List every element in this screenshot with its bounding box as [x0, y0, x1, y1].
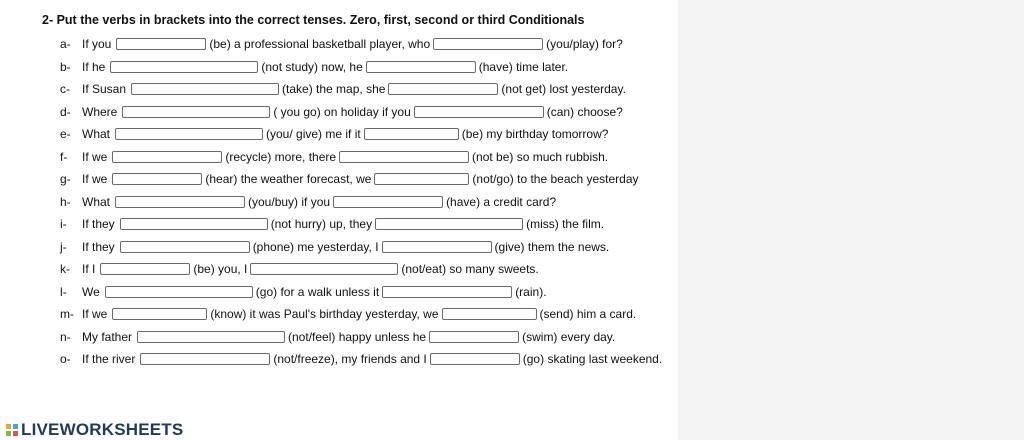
answer-input[interactable] [131, 83, 279, 95]
row-text: (not/freeze), my friends and I [273, 352, 427, 367]
row-lead: If they [82, 239, 115, 254]
row-lead: If we [82, 307, 108, 322]
exercise-row [60, 348, 662, 371]
row-text: (you/play) for? [546, 37, 623, 52]
row-text: (you/ give) me if it [266, 127, 361, 142]
row-text: (go) skating last weekend. [522, 352, 663, 367]
exercise-row [60, 258, 662, 281]
row-text: (not be) so much rubbish. [472, 149, 609, 164]
answer-input[interactable] [115, 128, 263, 140]
row-lead: If they [82, 217, 115, 232]
exercise-row [60, 123, 662, 146]
row-text: (send) him a card. [539, 307, 637, 322]
row-text: (take) the map, she [282, 82, 386, 97]
answer-input[interactable] [375, 218, 523, 230]
row-letter: f- [60, 149, 68, 164]
row-text: (rain). [515, 284, 547, 299]
row-letter: l- [60, 284, 67, 299]
answer-input[interactable] [112, 151, 222, 163]
answer-input[interactable] [112, 173, 202, 185]
answer-input[interactable] [382, 241, 492, 253]
answer-input[interactable] [115, 196, 245, 208]
logo-square [13, 431, 18, 436]
logo-square [6, 424, 11, 429]
answer-input[interactable] [137, 331, 285, 343]
liveworksheets-logo-icon [6, 424, 18, 436]
logo-square [6, 431, 11, 436]
row-text: (have) time later. [478, 59, 569, 74]
exercise-row [60, 78, 662, 101]
row-lead: What [82, 127, 111, 142]
row-text: (you/buy) if you [248, 194, 331, 209]
answer-input[interactable] [116, 38, 206, 50]
answer-input[interactable] [250, 263, 398, 275]
answer-input[interactable] [110, 61, 258, 73]
exercise-row [60, 213, 662, 236]
exercise-row [60, 281, 662, 304]
row-text: (not/feel) happy unless he [288, 329, 427, 344]
exercise-row [60, 146, 662, 169]
answer-input[interactable] [100, 263, 190, 275]
row-letter: g- [60, 172, 71, 187]
row-text: (hear) the weather forecast, we [205, 172, 372, 187]
row-text: (not study) now, he [261, 59, 363, 74]
right-margin-panel [678, 0, 1024, 440]
row-letter: k- [60, 262, 70, 277]
exercise-row [60, 56, 662, 79]
row-lead: If you [82, 37, 112, 52]
exercise-row [60, 33, 662, 56]
row-text: (give) them the news. [494, 239, 610, 254]
answer-input[interactable] [122, 106, 270, 118]
row-text: (swim) every day. [522, 329, 616, 344]
row-lead: If we [82, 172, 108, 187]
answer-input[interactable] [430, 353, 520, 365]
row-lead: What [82, 194, 111, 209]
row-text: (phone) me yesterday, I [252, 239, 379, 254]
row-lead: If we [82, 149, 108, 164]
answer-input[interactable] [333, 196, 443, 208]
logo-text: LIVEWORKSHEETS [21, 420, 184, 439]
exercise-row [60, 236, 662, 259]
row-letter: b- [60, 59, 71, 74]
row-text: (not/go) to the beach yesterday [472, 172, 639, 187]
row-text: (miss) the film. [526, 217, 605, 232]
answer-input[interactable] [414, 106, 544, 118]
row-text: (recycle) more, there [225, 149, 337, 164]
answer-input[interactable] [433, 38, 543, 50]
answer-input[interactable] [429, 331, 519, 343]
answer-input[interactable] [120, 241, 250, 253]
row-text: (can) choose? [546, 104, 623, 119]
row-letter: a- [60, 37, 71, 52]
row-text: (have) a credit card? [446, 194, 557, 209]
exercise-row [60, 326, 662, 349]
row-text: (go) for a walk unless it [255, 284, 380, 299]
row-text: (know) it was Paul's birthday yesterday, we [210, 307, 439, 322]
row-letter: h- [60, 194, 71, 209]
row-letter: d- [60, 104, 71, 119]
answer-input[interactable] [105, 286, 253, 298]
row-text: (not get) lost yesterday. [501, 82, 626, 97]
answer-input[interactable] [374, 173, 469, 185]
exercise-list [60, 33, 662, 371]
row-letter: i- [60, 217, 67, 232]
row-text: (not/eat) so many sweets. [401, 262, 539, 277]
answer-input[interactable] [112, 308, 207, 320]
liveworksheets-logo [6, 420, 183, 440]
row-letter: n- [60, 329, 71, 344]
row-lead: We [82, 284, 100, 299]
answer-input[interactable] [140, 353, 270, 365]
answer-input[interactable] [366, 61, 476, 73]
row-letter: m- [60, 307, 74, 322]
row-text: ( you go) on holiday if you [273, 104, 411, 119]
exercise-title: 2- Put the verbs in brackets into the correct tenses. Zero, first, second or third Conditionals [42, 13, 585, 27]
exercise-row [60, 191, 662, 214]
row-text: (not hurry) up, they [270, 217, 373, 232]
answer-input[interactable] [382, 286, 512, 298]
answer-input[interactable] [339, 151, 469, 163]
row-lead: My father [82, 329, 133, 344]
row-letter: o- [60, 352, 71, 367]
row-letter: j- [60, 239, 67, 254]
exercise-row [60, 303, 662, 326]
exercise-row [60, 168, 662, 191]
row-text: (be) you, I [193, 262, 248, 277]
answer-input[interactable] [388, 83, 498, 95]
answer-input[interactable] [364, 128, 459, 140]
row-lead: If Susan [82, 82, 127, 97]
row-lead: Where [82, 104, 118, 119]
row-text: (be) my birthday tomorrow? [461, 127, 609, 142]
answer-input[interactable] [120, 218, 268, 230]
row-lead: If he [82, 59, 106, 74]
exercise-row [60, 101, 662, 124]
row-text: (be) a professional basketball player, who [209, 37, 431, 52]
answer-input[interactable] [442, 308, 537, 320]
row-letter: e- [60, 127, 71, 142]
row-lead: If I [82, 262, 96, 277]
row-letter: c- [60, 82, 70, 97]
row-lead: If the river [82, 352, 136, 367]
logo-square [13, 424, 18, 429]
